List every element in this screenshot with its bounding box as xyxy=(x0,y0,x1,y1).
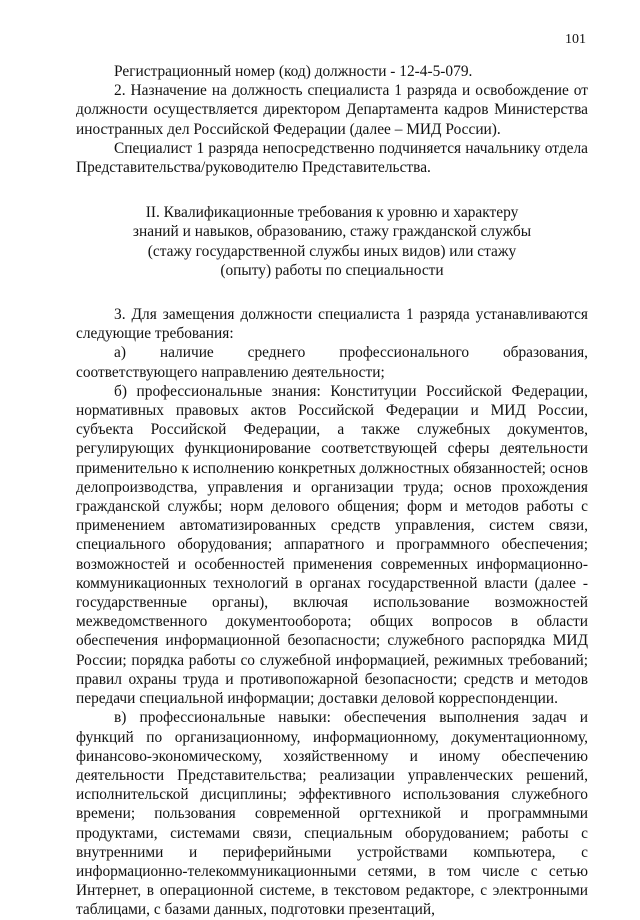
subordination-paragraph: Специалист 1 разряда непосредственно подчиняется начальнику отдела Представительства/руководителю Представительства. xyxy=(76,139,588,177)
page-number: 101 xyxy=(565,32,586,47)
appointment-paragraph: 2. Назначение на должность специалиста 1 разряда и освобождение от должности осуществляется директором Департамента кадров Министерства иностранных дел Российской Федерации (далее – МИД России). xyxy=(76,82,588,138)
document-body xyxy=(76,62,588,920)
requirements-intro-paragraph: 3. Для замещения должности специалиста 1 разряда устанавливаются следующие требования: xyxy=(76,306,588,343)
section-heading-line: знаний и навыков, образованию, стажу гражданской службы xyxy=(132,223,532,241)
professional-skills-paragraph: в) профессиональные навыки: обеспечения выполнения задач и функций по организационному, информационному, документационному, финансово-экономическому, хозяйственному и иному обеспечению деятельности Представительства; реализации управленческих решений, исполнительской дисциплины; эффективного использования служебного времени; пользования современной оргтехникой и программными продуктами, системами связи, специальным оборудованием; работы с внутренними и периферийными устройствами компьютера, с информационно-телекоммуникационными сетями, в том числе с сетью Интернет, в операционной системе, в текстовом редакторе, с электронными таблицами, с базами данных, подготовки презентаций, xyxy=(76,709,588,919)
education-requirement-paragraph: а) наличие среднего профессионального образования, соответствующего направлению деятельности; xyxy=(76,344,588,381)
section-heading-line: (стажу государственной службы иных видов) или стажу xyxy=(147,242,517,260)
professional-knowledge-paragraph: б) профессиональные знания: Конституции Российской Федерации, нормативных правовых актов Российской Федерации и МИД России, субъекта Российской Федерации, а также служебных документов, регулирующих функционирование соответствующей сферы деятельности применительно к исполнению конкретных должностных обязанностей; основ делопроизводства, управления и организации труда; основ прохождения гражданской службы; норм делового общения; форм и методов работы с применением автоматизированных средств управления, систем связи, специального оборудования; аппаратного и программного обеспечения; возможностей и особенностей применения современных информационно-коммуникационных технологий в органах государственной власти (далее - государственные органы), включая использование возможностей межведомственного документооборота; общих вопросов в области обеспечения информационной безопасности; служебного распорядка МИД России; порядка работы со служебной информацией, режимных требований; правил охраны труда и противопожарной безопасности; средств и методов передачи специальной информации; доставки деловой корреспонденции. xyxy=(76,382,588,708)
section-heading-line: II. Квалификационные требования к уровню и характеру xyxy=(145,204,519,222)
section-heading-line: (опыту) работы по специальности xyxy=(220,261,444,279)
section-heading xyxy=(76,203,588,280)
registration-number-paragraph: Регистрационный номер (код) должности - 12-4-5-079. xyxy=(114,63,473,80)
